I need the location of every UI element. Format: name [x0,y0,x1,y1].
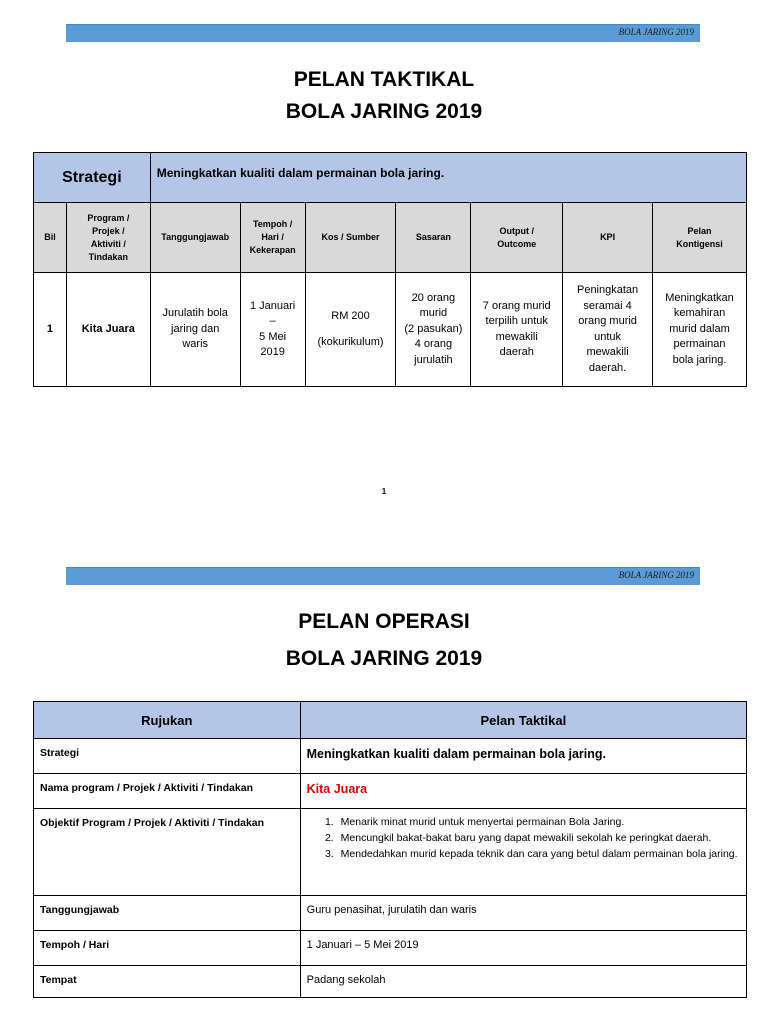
page-subtitle: BOLA JARING 2019 [285,647,483,670]
list-item: 1. Menarik minat murid untuk menyertai permainan Bola Jaring. [337,814,740,830]
table-row [34,273,747,387]
row-value-tempat: Padang sekolah [300,966,746,998]
row-label-nama: Nama program / Projek / Aktiviti / Tindakan [34,774,301,809]
objective-list [307,814,740,862]
table-header-row [34,702,747,739]
col-tempoh: Tempoh / Hari / Kekerapan [240,203,305,273]
list-item: 2. Mencungkil bakat-bakat baru yang dapat mewakili sekolah ke peringkat daerah. [337,830,740,846]
tactical-plan-table [33,152,747,387]
cell-tanggungjawab: Jurulatih bola jaring dan waris [150,273,240,387]
page-header-bar [66,567,700,585]
col-sasaran: Sasaran [396,203,471,273]
col-program: Program / Projek / Aktiviti / Tindakan [66,203,150,273]
col-pelan-taktikal: Pelan Taktikal [300,702,746,739]
table-row [34,809,747,896]
table-header-row [34,203,747,273]
header-tag: BOLA JARING 2019 [618,27,694,37]
cell-sasaran: 20 orang murid (2 pasukan) 4 orang jurulatih [396,273,471,387]
cell-tempoh: 1 Januari – 5 Mei 2019 [240,273,305,387]
cell-output: 7 orang murid terpilih untuk mewakili daerah [471,273,563,387]
cell-bil: 1 [34,273,67,387]
list-item: 3. Mendedahkan murid kepada teknik dan cara yang betul dalam permainan bola jaring. [337,846,740,862]
page-subtitle: BOLA JARING 2019 [285,100,483,123]
row-value-tempoh: 1 Januari – 5 Mei 2019 [300,931,746,966]
col-tanggungjawab: Tanggungjawab [150,203,240,273]
row-label-objektif: Objektif Program / Projek / Aktiviti / Tindakan [34,809,301,896]
row-value-tanggungjawab: Guru penasihat, jurulatih dan waris [300,896,746,931]
strategy-text: Meningkatkan kualiti dalam permainan bola jaring. [150,153,746,203]
strategy-row [34,153,747,203]
table-row [34,966,747,998]
row-label-tempat: Tempat [34,966,301,998]
table-row [34,896,747,931]
page-header-bar [66,24,700,42]
cell-pelan: Meningkatkan kemahiran murid dalam permainan bola jaring. [653,273,747,387]
row-value-strategi: Meningkatkan kualiti dalam permainan bola jaring. [300,739,746,774]
row-label-tempoh: Tempoh / Hari [34,931,301,966]
table-row [34,739,747,774]
header-tag: BOLA JARING 2019 [618,570,694,580]
row-value-objektif [300,809,746,896]
col-kpi: KPI [563,203,653,273]
col-bil: Bil [34,203,67,273]
col-pelan: Pelan Kontigensi [653,203,747,273]
cell-program: Kita Juara [66,273,150,387]
col-output: Output / Outcome [471,203,563,273]
col-rujukan: Rujukan [34,702,301,739]
row-value-nama: Kita Juara [300,774,746,809]
strategy-label: Strategi [34,153,151,203]
row-label-strategi: Strategi [34,739,301,774]
page-title: PELAN OPERASI [298,610,470,633]
page-title: PELAN TAKTIKAL [293,68,475,91]
row-label-tanggungjawab: Tanggungjawab [34,896,301,931]
cell-kos: RM 200 (kokurikulum) [305,273,396,387]
col-kos: Kos / Sumber [305,203,396,273]
operational-plan-table [33,701,747,998]
table-row [34,774,747,809]
table-row [34,931,747,966]
page-number: 1 [381,487,387,496]
cell-kpi: Peningkatan seramai 4 orang murid untuk mewakili daerah. [563,273,653,387]
